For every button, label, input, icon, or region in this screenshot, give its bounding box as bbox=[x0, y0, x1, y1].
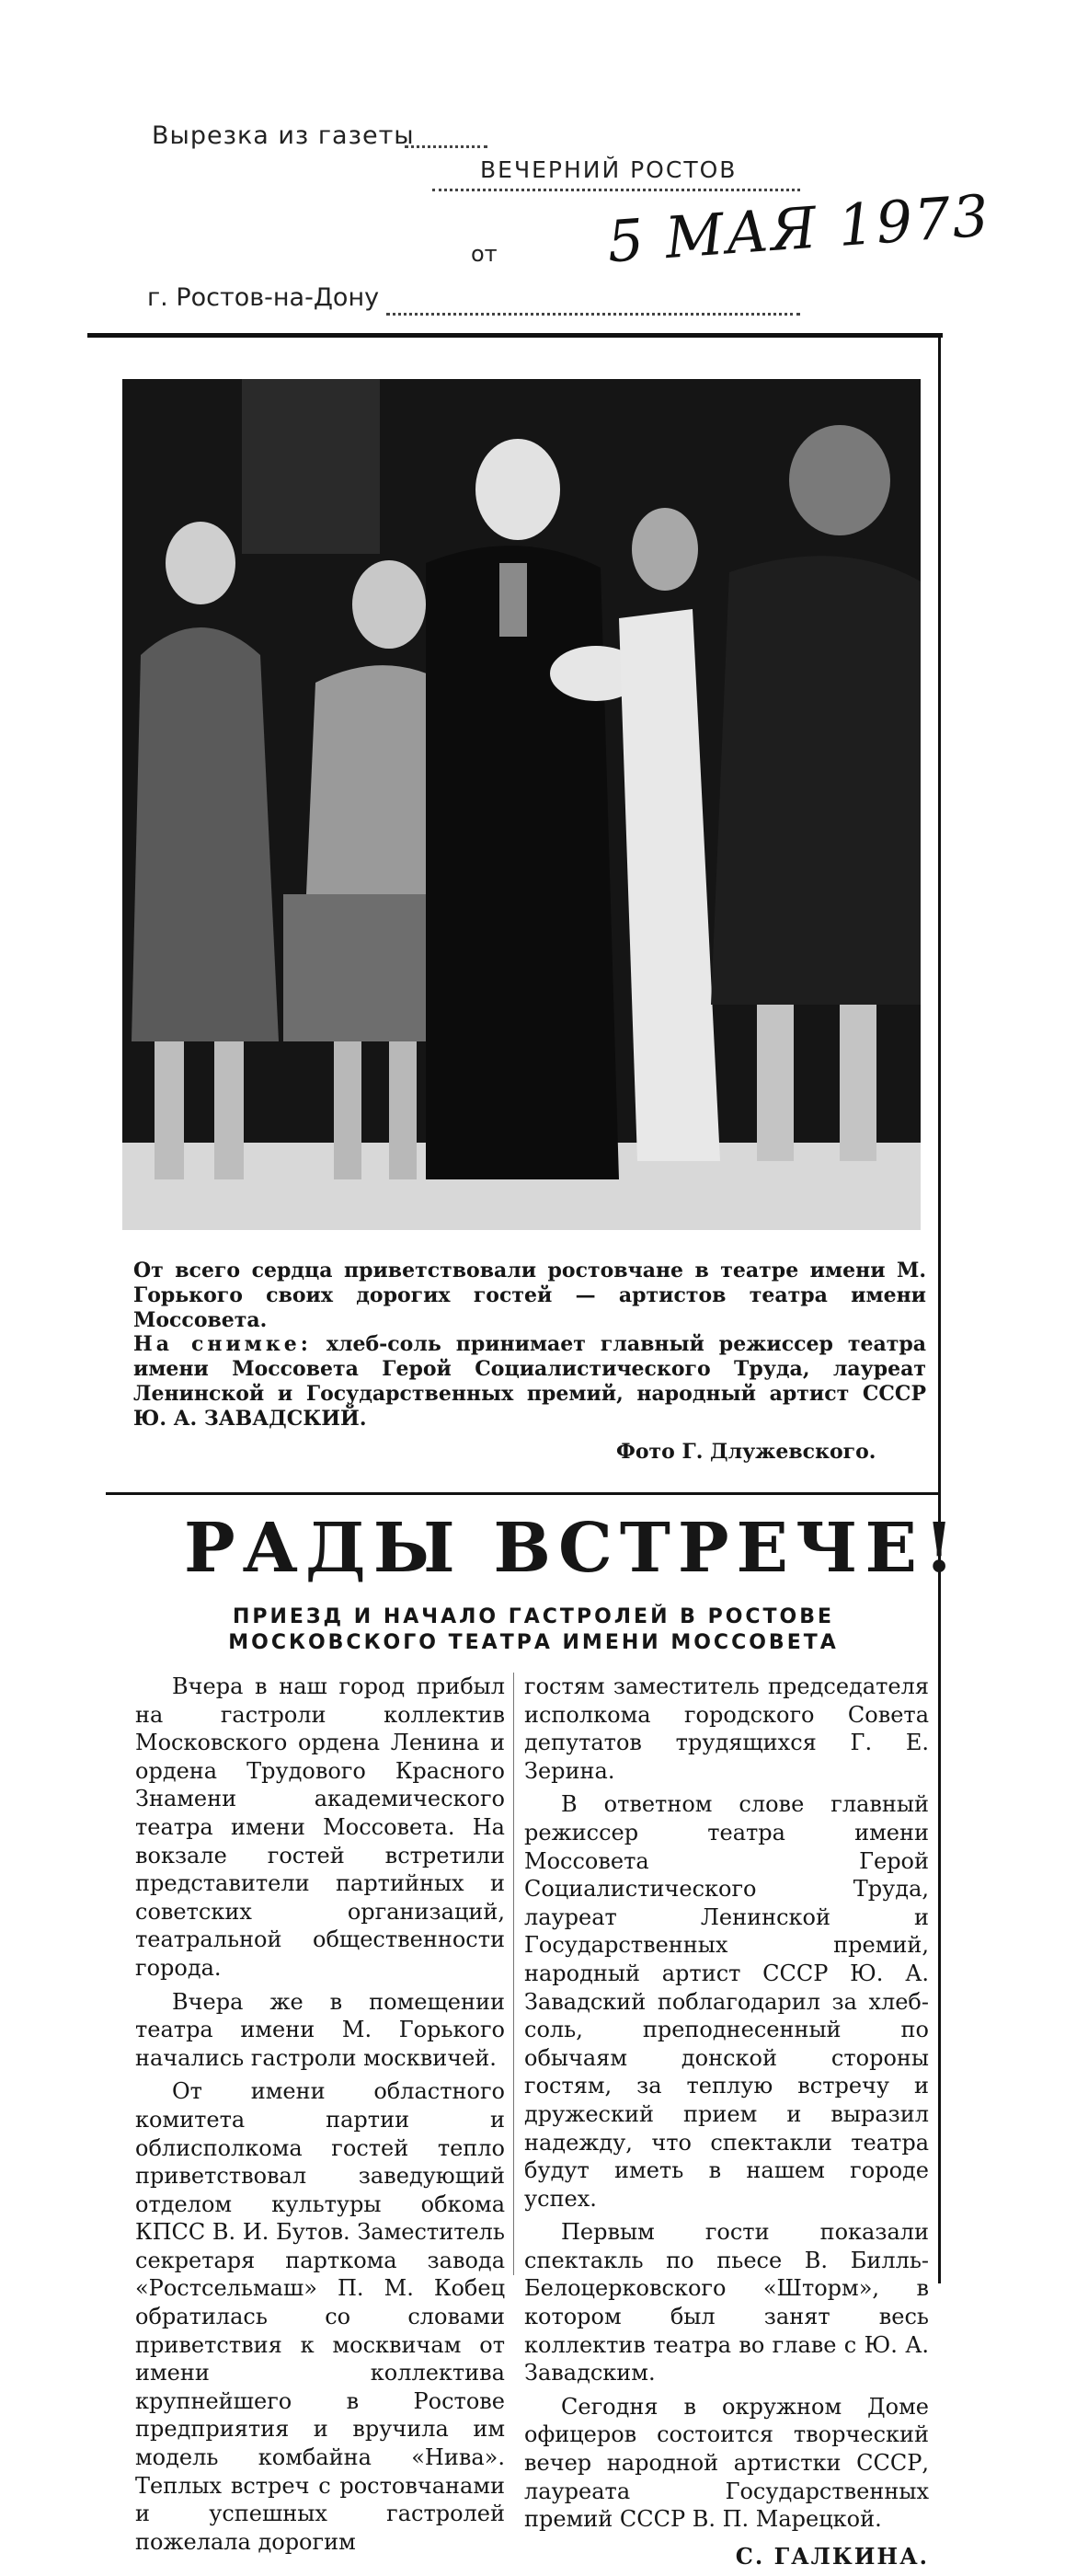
article-paragraph: Сегодня в окружном Доме офицеров состоится творческий вечер народной артистки СССР, лауреата Государственных премий СССР В. П. Марецкой. bbox=[524, 2393, 929, 2533]
news-photo bbox=[122, 379, 921, 1230]
article-headline: РАДЫ ВСТРЕЧЕ! bbox=[184, 1509, 962, 1588]
article-column-2 bbox=[524, 1673, 929, 2570]
section-divider bbox=[106, 1492, 938, 1495]
article-paragraph: От имени областного комитета партии и облисполкома гостей тепло приветствовал заведующий отделом культуры обкома КПСС В. И. Бутов. Заместитель секретаря парткома завода «Ростсельмаш» П. М. Кобец обратилась со словами приветствия к москвичам от имени коллектива крупнейшего в Ростове предприятия и вручила им модель комбайна «Нива». Теплых встреч с ростовчанами и успешных гастролей пожелала дорогим bbox=[135, 2078, 505, 2555]
column-divider bbox=[513, 1673, 514, 2275]
header-divider bbox=[386, 313, 800, 316]
caption-prefix: На снимке: bbox=[133, 1332, 312, 1356]
article-paragraph: Вчера в наш город прибыл на гастроли коллектив Московского ордена Ленина и ордена Трудового Красного Знамени академического театра имени Моссовета. На вокзале гостей встретили представители партийных и советских организаций, театральной общественности города. bbox=[135, 1673, 505, 1981]
clipping-label: Вырезка из газеты bbox=[152, 121, 415, 150]
header-divider bbox=[405, 145, 487, 148]
date-stamp: 5 МАЯ 1973 bbox=[604, 181, 993, 276]
article-paragraph: В ответном слове главный режиссер театра имени Моссовета Герой Социалистического Труда, лауреат Ленинской и Государственных премий, народный артист СССР Ю. А. Завадский поблагодарил за хлеб-соль, преподнесенный по обычаям донской стороны гостям, за теплую встречу и дружеский прием и выразил надежду, что спектакли театра будут иметь в нашем городе успех. bbox=[524, 1791, 929, 2212]
article-column-1 bbox=[135, 1673, 505, 2561]
newspaper-name: ВЕЧЕРНИЙ РОСТОВ bbox=[480, 156, 738, 183]
article-paragraph: гостям заместитель председателя исполкома городского Совета депутатов трудящихся Г. Е. Зерина. bbox=[524, 1673, 929, 1784]
photo-caption-details bbox=[133, 1332, 926, 1432]
article-subheadline: МОСКОВСКОГО ТЕАТРА ИМЕНИ МОССОВЕТА bbox=[228, 1631, 839, 1654]
right-border bbox=[938, 333, 941, 2283]
author-signature: С. ГАЛКИНА. bbox=[735, 2542, 929, 2570]
city-label: г. Ростов-на-Дону bbox=[147, 283, 380, 312]
caption-text: хлеб-соль принимает главный режиссер театра имени Моссовета Герой Социалистического Труда, лауреат Ленинской и Государственных премий, народный артист СССР Ю. А. ЗАВАДСКИЙ. bbox=[133, 1332, 926, 1431]
article-paragraph: Первым гости показали спектакль по пьесе В. Билль-Белоцерковского «Шторм», в котором был занят весь коллектив театра во главе с Ю. А. Завадским. bbox=[524, 2219, 929, 2386]
photo-illustration bbox=[122, 379, 921, 1230]
photo-credit: Фото Г. Длужевского. bbox=[616, 1440, 876, 1464]
article-paragraph: Вчера же в помещении театра имени М. Горького начались гастроли москвичей. bbox=[135, 1988, 505, 2071]
article-subheadline: ПРИЕЗД И НАЧАЛО ГАСТРОЛЕЙ В РОСТОВЕ bbox=[232, 1605, 835, 1628]
date-from-label: от bbox=[471, 241, 498, 267]
photo-caption: От всего сердца приветствовали ростовчане в театре имени М. Горького своих дорогих гостей — артистов театра имени Моссовета. bbox=[133, 1259, 926, 1332]
top-rule bbox=[87, 333, 943, 338]
header-divider bbox=[432, 189, 800, 191]
